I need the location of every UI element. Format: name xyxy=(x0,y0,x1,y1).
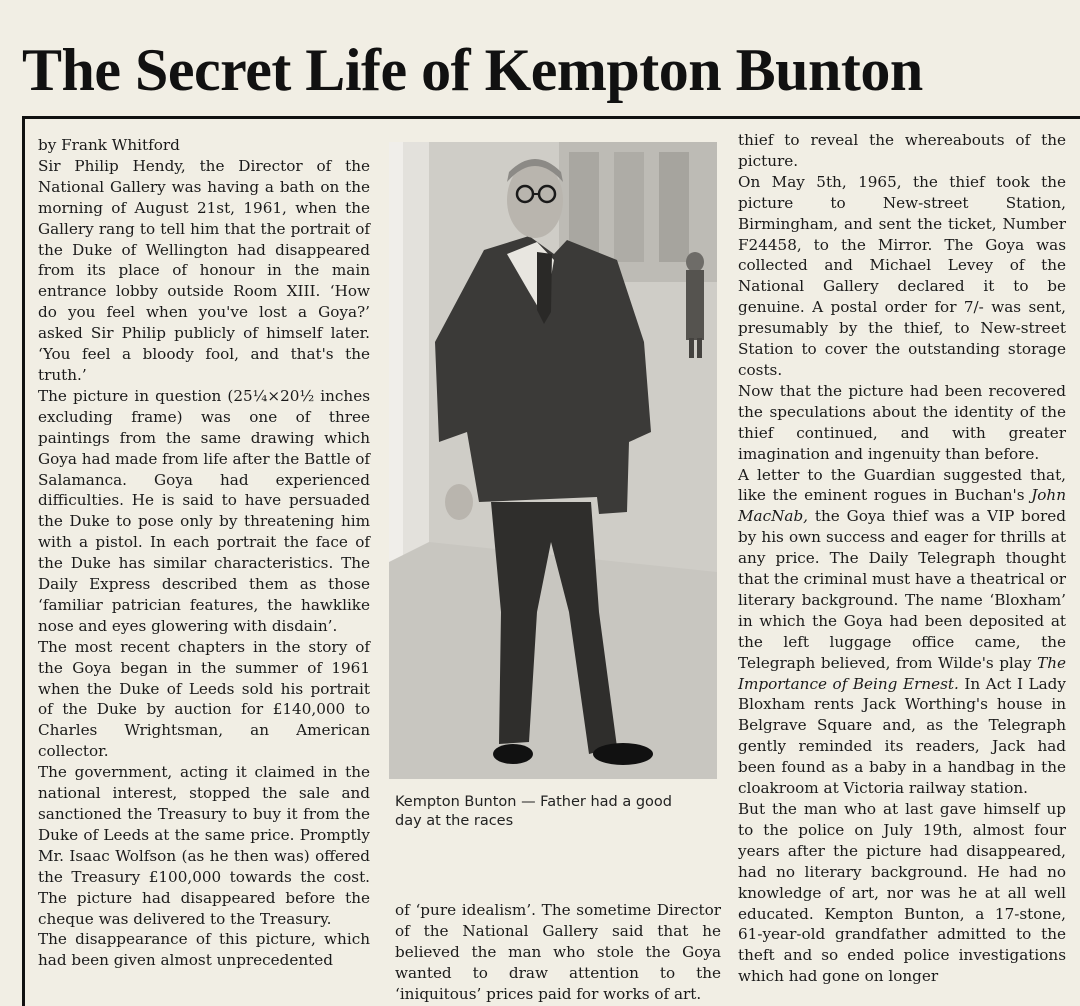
paragraph: of ‘pure idealism’. The sometime Director of the National Gallery said that he believed the man who stole the Goya wanted to draw attention to the ‘iniquitous’ prices paid for works of art. xyxy=(395,901,721,1003)
paragraph: Sir Philip Hendy, the Director of the National Gallery was having a bath on the morning of August 21st, 1961, when the Gallery rang to tell him that the portrait of the Duke of Wellington had disappeared from its place of honour in the main entrance lobby outside Room XIII. ‘How do you feel when you've lost a Goya?’ asked Sir Philip publicly of himself later. ‘You feel a bloody fool, and that's the truth.’ xyxy=(38,156,370,384)
kempton-bunton-photo xyxy=(389,142,717,779)
paragraph: Now that the picture had been recovered the speculations about the identity of the thief continued, and with greater imagination and ingenuity than before. xyxy=(738,381,1066,463)
photo-caption: Kempton Bunton — Father had a good day at the races xyxy=(395,794,672,829)
play-title: The Importance of Being Ernest. xyxy=(738,653,1066,693)
paragraph: The most recent chapters in the story of the Goya began in the summer of 1961 when the Duke of Leeds sold his portrait of the Duke by auction for £140,000 to Charles Wrightsman, an American collector. xyxy=(38,637,370,761)
middle-column xyxy=(395,900,721,1005)
book-title: John MacNab, xyxy=(738,486,1066,526)
left-rule xyxy=(22,116,25,1006)
top-rule xyxy=(22,116,1080,119)
paragraph: But the man who at last gave himself up to the police on July 19th, almost four years after the picture had disappeared, had no literary background. He had no knowledge of art, nor was he at all well educated. Kempton Bunton, a 17-stone, 61-year-old grandfather admitted to the theft and so ended police investigations which had gone on longer xyxy=(738,800,1066,986)
paragraph: The disappearance of this picture, which had been given almost unprecedented xyxy=(38,930,370,970)
text-run: the Goya thief was a VIP bored by his own success and eager for thrills at any price. The Daily Telegraph thought that the criminal must have a theatrical or literary background. The name ‘Bloxham’ in which the Goya had been deposited at the left luggage office came, the Telegraph believed, from Wilde's play xyxy=(738,507,1066,672)
article-headline: The Secret Life of Kempton Bunton xyxy=(22,37,923,103)
photo-illustration xyxy=(389,142,717,779)
left-column xyxy=(38,135,370,971)
paragraph: thief to reveal the whereabouts of the picture. xyxy=(738,131,1066,170)
text-run: In Act I Lady Bloxham rents Jack Worthing's house in Belgrave Square and, as the Telegraph gently reminded its readers, Jack had been found as a baby in a handbag in the cloakroom at Victoria railway station. xyxy=(738,674,1066,798)
paragraph xyxy=(738,465,1066,800)
paragraph: On May 5th, 1965, the thief took the picture to New-street Station, Birmingham, and sent the ticket, Number F24458, to the Mirror. The Goya was collected and Michael Levey of the National Gallery declared it to be genuine. A postal order for 7/- was sent, presumably by the thief, to New-street Station to cover the outstanding storage costs. xyxy=(738,172,1066,379)
right-column xyxy=(738,130,1066,987)
paragraph: The government, acting it claimed in the national interest, stopped the sale and sanctioned the Treasury to buy it from the Duke of Leeds at the same price. Promptly Mr. Isaac Wolfson (as he then was) offered the Treasury £100,000 towards the cost. The picture had disappeared before the cheque was delivered to the Treasury. xyxy=(38,763,370,928)
paragraph: The picture in question (25¼×20½ inches excluding frame) was one of three paintings from the same drawing which Goya had made from life after the Battle of Salamanca. Goya had experienced difficulties. He is said to have persuaded the Duke to pose only by threatening him with a pistol. In each portrait the face of the Duke has similar characteristics. The Daily Express described them as those ‘familiar patrician features, the hawklike nose and eyes glowering with disdain’. xyxy=(38,386,370,635)
byline: by Frank Whitford xyxy=(38,136,180,154)
text-run: A letter to the Guardian suggested that, like the eminent rogues in Buchan's xyxy=(738,465,1066,505)
